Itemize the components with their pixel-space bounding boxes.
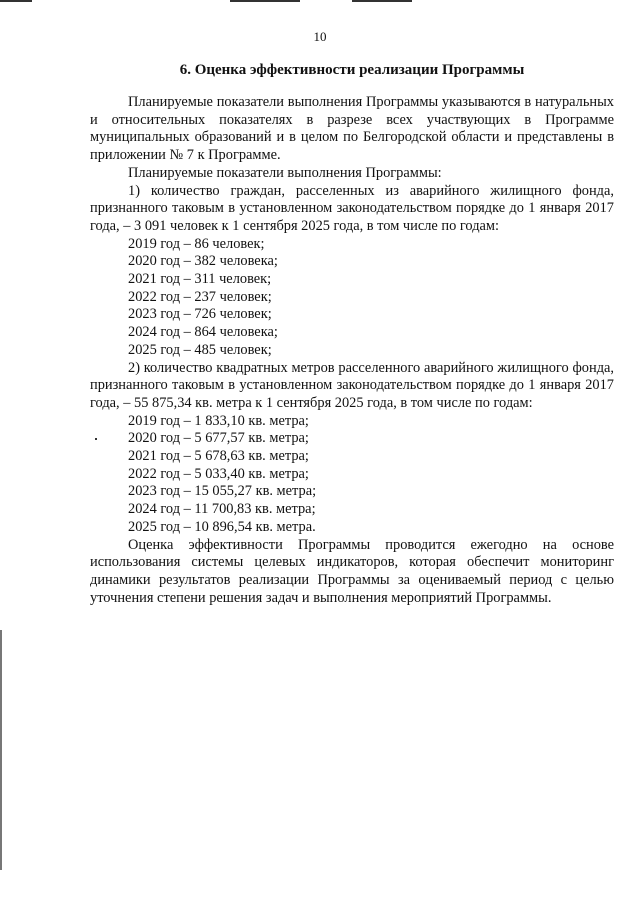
- scan-artifact-top-mid: [230, 0, 300, 2]
- list-item: 2021 год – 5 678,63 кв. метра;: [128, 448, 309, 465]
- list-item: 2020 год – 5 677,57 кв. метра;: [128, 430, 309, 447]
- page-number: 10: [313, 29, 327, 44]
- list-item: 2023 год – 726 человек;: [128, 306, 272, 323]
- list-item: 2019 год – 1 833,10 кв. метра;: [128, 412, 309, 429]
- list-item: 2025 год – 10 896,54 кв. метра.: [128, 518, 316, 535]
- paragraph-evaluation: Оценка эффективности Программы проводится ежегодно на основе использования системы целевых индикаторов, которая обеспечит мониторинг динамики результатов реализации Программы за оцениваемый период с целью уточнения степени решения задач и выполнения мероприятий Программы.: [90, 536, 614, 606]
- list-item: 2024 год – 864 человека;: [128, 324, 278, 341]
- list-item: 2022 год – 5 033,40 кв. метра;: [128, 465, 309, 482]
- list-item: 2025 год – 485 человек;: [128, 341, 272, 358]
- indicator-2: 2) количество квадратных метров расселенного аварийного жилищного фонда, признанного таковым в установленном законодательством порядке до 1 января 2017 года, – 55 875,34 кв. метра к 1 сентября 2025 года, в том числе по годам:: [90, 359, 614, 411]
- section-title: 6. Оценка эффективности реализации Программы: [179, 62, 525, 78]
- list-item: 2022 год – 237 человек;: [128, 288, 272, 305]
- document-body: [90, 94, 614, 607]
- indicator-2-years: [90, 413, 614, 537]
- paragraph-intro: Планируемые показатели выполнения Программы указываются в натуральных и относительных показателях в разрезе всех участвующих в Программе муниципальных образований и в целом по Белгородской области и представлены в приложении № 7 к Программе.: [90, 94, 614, 164]
- list-item: 2020 год – 382 человека;: [128, 253, 278, 270]
- scan-artifact-left-edge: [0, 630, 2, 870]
- list-item: 2021 год – 311 человек;: [128, 271, 272, 288]
- list-item: 2023 год – 15 055,27 кв. метра;: [128, 483, 317, 500]
- scan-artifact-top-left: [0, 0, 32, 2]
- indicator-1: 1) количество граждан, расселенных из аварийного жилищного фонда, признанного таковым в установленном законодательством порядке до 1 января 2017 года, – 3 091 человек к 1 сентября 2025 года, в том числе по годам:: [90, 182, 614, 234]
- indicator-1-years: [90, 236, 614, 360]
- list-item: 2024 год – 11 700,83 кв. метра;: [128, 501, 316, 518]
- list-item: 2019 год – 86 человек;: [128, 235, 265, 252]
- scan-artifact-top-right: [352, 0, 412, 2]
- paragraph-planned-indicators: Планируемые показатели выполнения Программы:: [128, 164, 442, 181]
